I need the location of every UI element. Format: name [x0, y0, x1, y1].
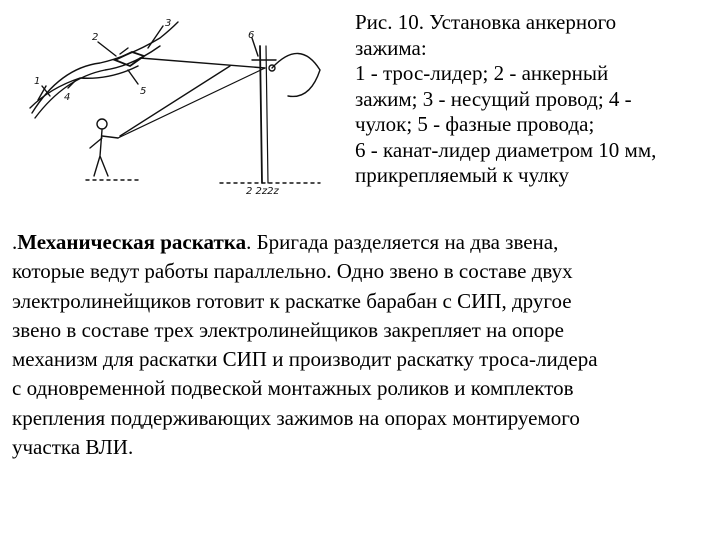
- paragraph-line: механизм для раскатки СИП и производит раскатку троса-лидера: [12, 347, 598, 372]
- caption-line: зажима:: [355, 35, 427, 60]
- caption-line: чулок; 5 - фазные провода;: [355, 112, 595, 136]
- caption-line: 6 - канат-лидер диаметром 10 мм,: [355, 137, 657, 162]
- paragraph-line: которые ведут работы параллельно. Одно звено в составе двух: [12, 259, 573, 284]
- caption-line: прикрепляемый к чулку: [355, 163, 570, 187]
- anchor-clamp-figure: [20, 8, 340, 208]
- lead-heading: Механическая раскатка: [17, 230, 247, 254]
- caption-line: Рис. 10. Установка анкерного: [355, 10, 617, 34]
- callout-6: 6: [248, 30, 255, 41]
- body-paragraph: [12, 228, 712, 462]
- callout-2: 2: [92, 32, 99, 43]
- lead-rest: . Бригада разделяется на два звена,: [246, 230, 559, 254]
- ground-marks: 2 2z2z: [246, 186, 279, 197]
- paragraph-line: крепления поддерживающих зажимов на опорах монтируемого: [12, 405, 580, 430]
- paragraph-line: электролинейщиков готовит к раскатке барабан с СИП, другое: [12, 288, 572, 313]
- caption-line: 1 - трос-лидер; 2 - анкерный: [355, 61, 609, 85]
- paragraph-line: участка ВЛИ.: [12, 435, 134, 460]
- paragraph-line: с одновременной подвеской монтажных роликов и комплектов: [12, 376, 574, 401]
- paragraph-line: звено в составе трех электролинейщиков закрепляет на опоре: [12, 317, 564, 342]
- lead-prefix: .: [12, 230, 18, 254]
- callout-4: 4: [64, 92, 71, 103]
- callout-1: 1: [34, 76, 41, 87]
- anchor-clamp-illustration: [20, 8, 340, 208]
- callout-5: 5: [140, 86, 147, 97]
- figure-caption: [355, 10, 710, 189]
- caption-line: зажим; 3 - несущий провод; 4 -: [355, 86, 632, 111]
- paragraph-first-line: [12, 228, 712, 257]
- callout-3: 3: [165, 18, 172, 29]
